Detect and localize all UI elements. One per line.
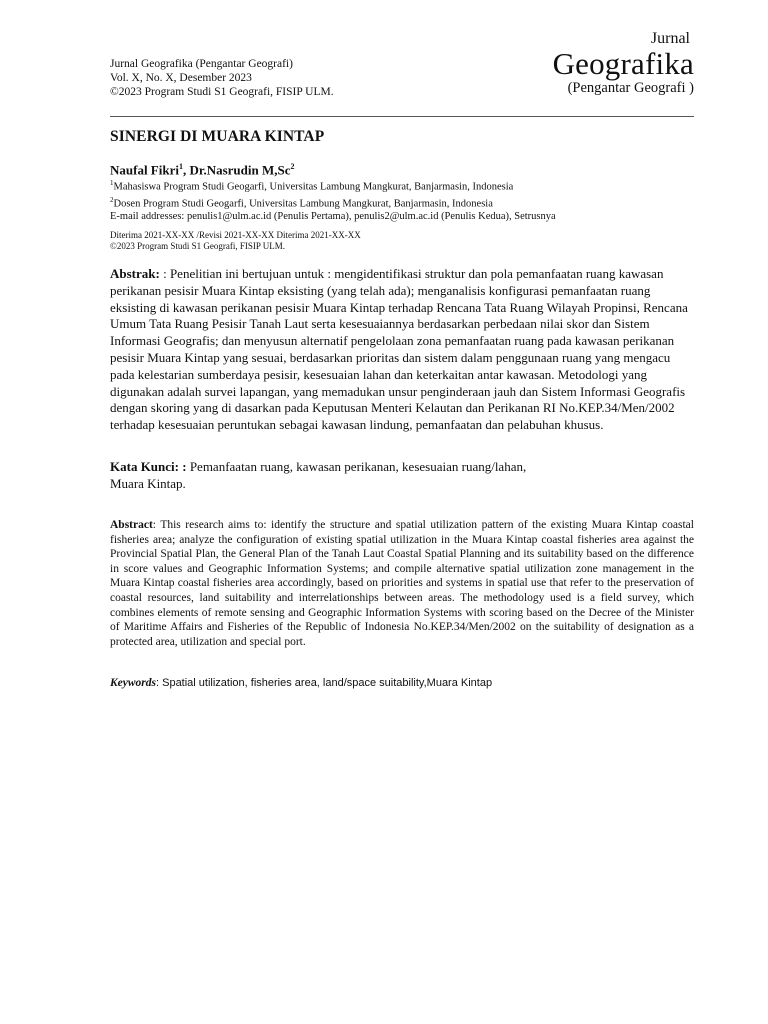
journal-info [110, 57, 334, 99]
dates-copyright: ©2023 Program Studi S1 Geografi, FISIP ULM. [110, 241, 286, 251]
keywords-text: : Spatial utilization, fisheries area, land/space suitability,Muara Kintap [156, 677, 493, 689]
affiliations [110, 177, 556, 223]
journal-name-line: Jurnal Geografika (Pengantar Geografi) [110, 58, 293, 70]
kata-kunci-label: Kata Kunci: : [110, 459, 187, 474]
article-dates [110, 230, 361, 252]
keywords-label: Keywords [110, 677, 156, 689]
logo-main-text: Geografika [552, 46, 694, 81]
author-1-affil-mark: 1 [178, 162, 183, 171]
abstrak-text: : Penelitian ini bertujuan untuk : mengidentifikasi struktur dan pola pemanfaatan ruang kawasan perikanan pesisir Muara Kintap eksisting (yang telah ada); menganalisis konfigurasi pemanfaatan ruang eksisting di kawasan perikanan pesisir Muara Kintap terhadap Rencana Tata Ruang Wilayah Propinsi, Rencana Umum Tata Ruang Pesisir Tanah Laut serta kesesuaiannya berdasarkan perbedaan nilai skor dan Sistem Informasi Geografis; dan menyusun alternatif pengelolaan zona pemanfaatan ruang pada kawasan perikanan pesisir Muara Kintap yang sesuai, berdasarkan prioritas dan sistem dalam penggunaan ruang yang mengacu pada kelestarian sumberdaya pesisir, kesesuaian lahan dan keterkaitan antar kawasan. Metodologi yang digunakan adalah survei lapangan, yang memadukan unsur penginderaan jauh dan Sistem Informasi Geografis dengan skoring yang di dasarkan pada Keputusan Menteri Kelautan dan Perikanan RI No.KEP.34/Men/2002 terhadap kesesuaian peruntukan sebagai kawasan lindung, pemanfaatan dan pelabuhan khusus. [110, 266, 688, 433]
author-line [110, 162, 295, 178]
volume-line: Vol. X, No. X, Desember 2023 [110, 72, 252, 84]
affiliation-1-text: Mahasiswa Program Studi Geogarfi, Universitas Lambung Mangkurat, Banjarmasin, Indonesia [113, 181, 514, 193]
english-abstract-paragraph [110, 518, 694, 649]
affiliation-1-mark: 1 [110, 179, 114, 187]
copyright-line: ©2023 Program Studi S1 Geografi, FISIP ULM. [110, 86, 334, 98]
received-dates: Diterima 2021-XX-XX /Revisi 2021-XX-XX Diterima 2021-XX-XX [110, 230, 361, 240]
logo-subtitle-text: (Pengantar Geografi ) [567, 80, 694, 96]
author-2: Dr.Nasrudin M,Sc [189, 162, 291, 178]
affiliation-2 [110, 194, 556, 211]
article-title: SINERGI DI MUARA KINTAP [110, 128, 325, 145]
abstrak-label: Abstrak: [110, 266, 160, 281]
kata-kunci-line-1: Pemanfaatan ruang, kawasan perikanan, kesesuaian ruang/lahan, [186, 459, 527, 474]
header-divider [110, 116, 694, 117]
kata-kunci-paragraph [110, 459, 692, 493]
journal-logo [494, 30, 694, 96]
email-addresses: E-mail addresses: penulis1@ulm.ac.id (Penulis Pertama), penulis2@ulm.ac.id (Penulis Kedua), Setrusnya [110, 211, 556, 222]
author-1: Naufal Fikri [110, 162, 179, 178]
english-abstract-label: Abstract [110, 519, 153, 531]
author-separator: , [182, 162, 190, 178]
logo-top-text: Jurnal [650, 30, 690, 47]
abstrak-paragraph [110, 266, 692, 434]
affiliation-1 [110, 177, 556, 194]
author-2-affil-mark: 2 [290, 162, 295, 171]
affiliation-2-text: Dosen Program Studi Geogarfi, Universitas Lambung Mangkurat, Banjarmasin, Indonesia [113, 198, 493, 209]
kata-kunci-line-2: Muara Kintap. [110, 475, 186, 491]
english-abstract-text: : This research aims to: identify the structure and spatial utilization pattern of the existing Muara Kintap coastal fisheries area; analyze the configuration of existing spatial utilization in the Muara Kintap coastal fisheries area against the Provincial Spatial Plan, the General Plan of the Tanah Laut Coastal Spatial Planning and its suitability based on the difference in score values and Geographic Information Systems; and compile alternative spatial utilization zone management in the Muara Kintap coastal fisheries area accordingly, based on priorities and systems in spatial use that refer to the preservation of coastal resources, land suitability and interrelationships between areas. The methodology used is a field survey, which combines elements of remote sensing and Geographic Information Systems with scoring based on the Decree of the Minister of Maritime Affairs and Fisheries of the Republic of Indonesia No.KEP.34/Men/2002 on the suitability of designation as a protected area, utilization and special port. [110, 519, 694, 648]
keywords-paragraph [110, 676, 694, 690]
affiliation-2-mark: 2 [110, 195, 114, 204]
